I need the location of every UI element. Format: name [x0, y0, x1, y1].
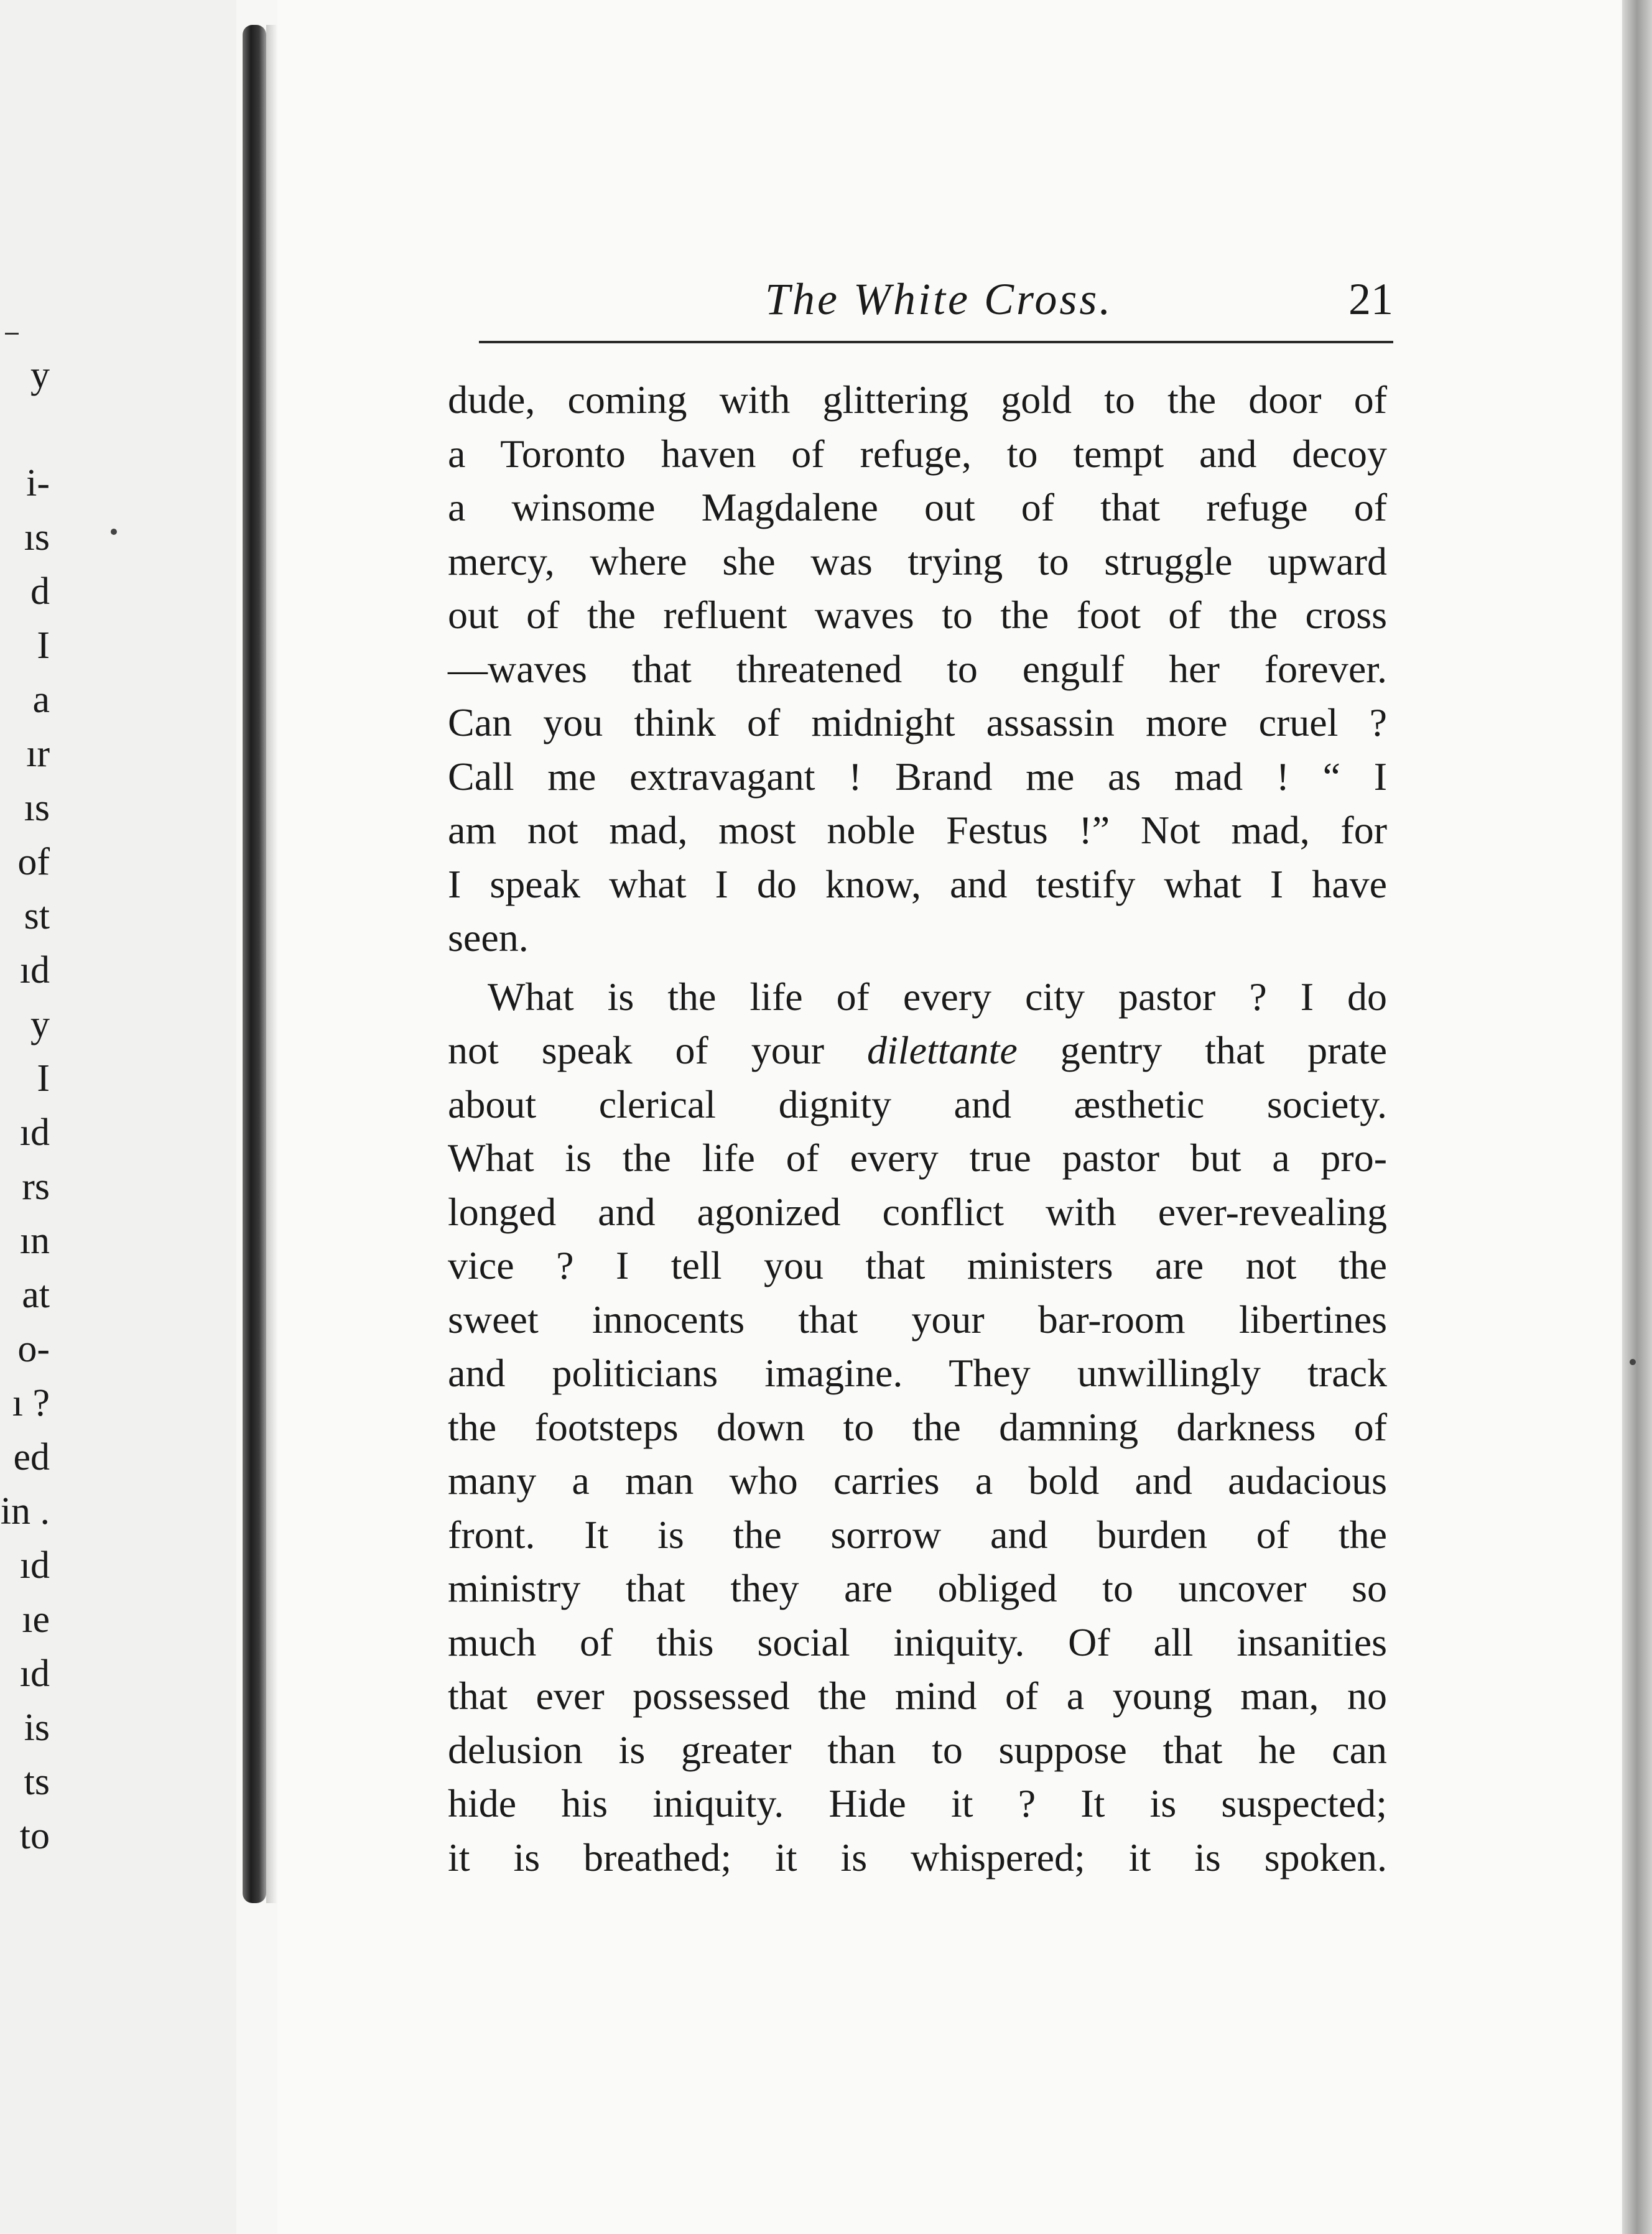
gutter-shadow	[266, 25, 277, 1903]
left-facing-page	[0, 0, 236, 2234]
text-line: ministry that they are obliged to uncover so	[448, 1566, 1387, 1610]
text-line: sweet innocents that your bar-room libertines	[448, 1297, 1387, 1342]
left-page-text-fragments	[0, 348, 75, 1863]
left-page-fragment: ır	[26, 733, 50, 775]
text-line: front. It is the sorrow and burden of the	[448, 1512, 1387, 1557]
left-page-fragment: ıs	[24, 516, 50, 558]
text-line: and politicians imagine. They unwillingly track	[448, 1351, 1387, 1395]
left-page-fragment: ed	[13, 1436, 50, 1478]
text-line: about clerical dignity and æsthetic society.	[448, 1082, 1387, 1126]
text-line: —waves that threatened to engulf her forever.	[448, 646, 1387, 691]
left-page-fragment: rs	[22, 1166, 50, 1208]
left-page-fragment: of	[17, 841, 50, 883]
text-line: out of the refluent waves to the foot of the cross	[448, 593, 1387, 637]
left-page-fragment: in .	[0, 1490, 50, 1532]
text-line: much of this social iniquity. Of all insanities	[448, 1620, 1387, 1664]
page-edge	[1622, 0, 1652, 2234]
text-line: longed and agonized conflict with ever-revealing	[448, 1189, 1387, 1234]
text-line: delusion is greater than to suppose that he can	[448, 1727, 1387, 1772]
left-page-fragment: ts	[24, 1761, 50, 1803]
left-page-fragment: ıd	[19, 949, 50, 991]
left-page-dash	[5, 333, 19, 335]
scan-speck	[1630, 1359, 1636, 1365]
text-line: dude, coming with glittering gold to the door of	[448, 378, 1387, 422]
left-page-fragment: st	[24, 895, 50, 937]
page-number: 21	[1348, 274, 1393, 324]
scan-speck	[111, 529, 117, 535]
left-page-fragment: i-	[26, 462, 50, 504]
left-page-fragment	[0, 402, 50, 457]
text-line: many a man who carries a bold and audacious	[448, 1458, 1387, 1503]
italic-word: dilettante	[867, 1028, 1018, 1072]
left-page-fragment: is	[24, 1707, 50, 1749]
left-page-fragment: ıd	[19, 1111, 50, 1154]
text-line: seen.	[448, 915, 529, 960]
text-line: mercy, where she was trying to struggle upward	[448, 539, 1387, 583]
running-title: The White Cross.	[765, 274, 1113, 324]
text-line: Can you think of midnight assassin more cruel ?	[448, 700, 1387, 744]
left-page-fragment: to	[19, 1815, 50, 1857]
left-page-fragment: a	[32, 679, 50, 721]
text-line: vice ? I tell you that ministers are not the	[448, 1243, 1387, 1287]
left-page-fragment: ıd	[19, 1652, 50, 1695]
text-line: Call me extravagant ! Brand me as mad ! “ I	[448, 754, 1387, 799]
left-page-fragment: ı ?	[12, 1382, 50, 1424]
text-line: a winsome Magdalene out of that refuge of	[448, 485, 1387, 529]
text-line: What is the life of every true pastor but a pro-	[448, 1136, 1387, 1180]
left-page-fragment: y	[30, 354, 50, 396]
left-page-fragment: d	[30, 570, 50, 613]
left-page-fragment: ıe	[22, 1598, 50, 1641]
text-line: the footsteps down to the damning darkness of	[448, 1404, 1387, 1449]
left-page-fragment: o-	[17, 1328, 50, 1370]
book-gutter	[243, 25, 266, 1903]
paragraph-1	[448, 373, 1387, 965]
left-page-fragment: ın	[19, 1220, 50, 1262]
page-header	[765, 274, 1393, 330]
left-page-fragment: ıs	[24, 787, 50, 829]
body-text	[448, 373, 1387, 1884]
left-page-fragment: y	[30, 1003, 50, 1045]
text-line: What is the life of every city pastor ? I do	[488, 974, 1387, 1019]
text-line: a Toronto haven of refuge, to tempt and decoy	[448, 431, 1387, 476]
text-line: it is breathed; it is whispered; it is spoken.	[448, 1835, 1387, 1879]
left-page-fragment: I	[37, 624, 50, 667]
left-page-fragment: I	[37, 1057, 50, 1100]
text-line: I speak what I do know, and testify what I have	[448, 861, 1387, 906]
paragraph-2	[448, 970, 1387, 1885]
text-line: am not mad, most noble Festus !” Not mad, for	[448, 808, 1387, 852]
left-page-fragment: ıd	[19, 1544, 50, 1587]
text-line: that ever possessed the mind of a young man, no	[448, 1674, 1387, 1718]
text-line: not speak of your dilettante gentry that prate	[448, 1028, 1387, 1072]
text-line: hide his iniquity. Hide it ? It is suspected;	[448, 1781, 1387, 1825]
left-page-fragment: at	[22, 1274, 50, 1316]
header-rule	[479, 341, 1393, 343]
